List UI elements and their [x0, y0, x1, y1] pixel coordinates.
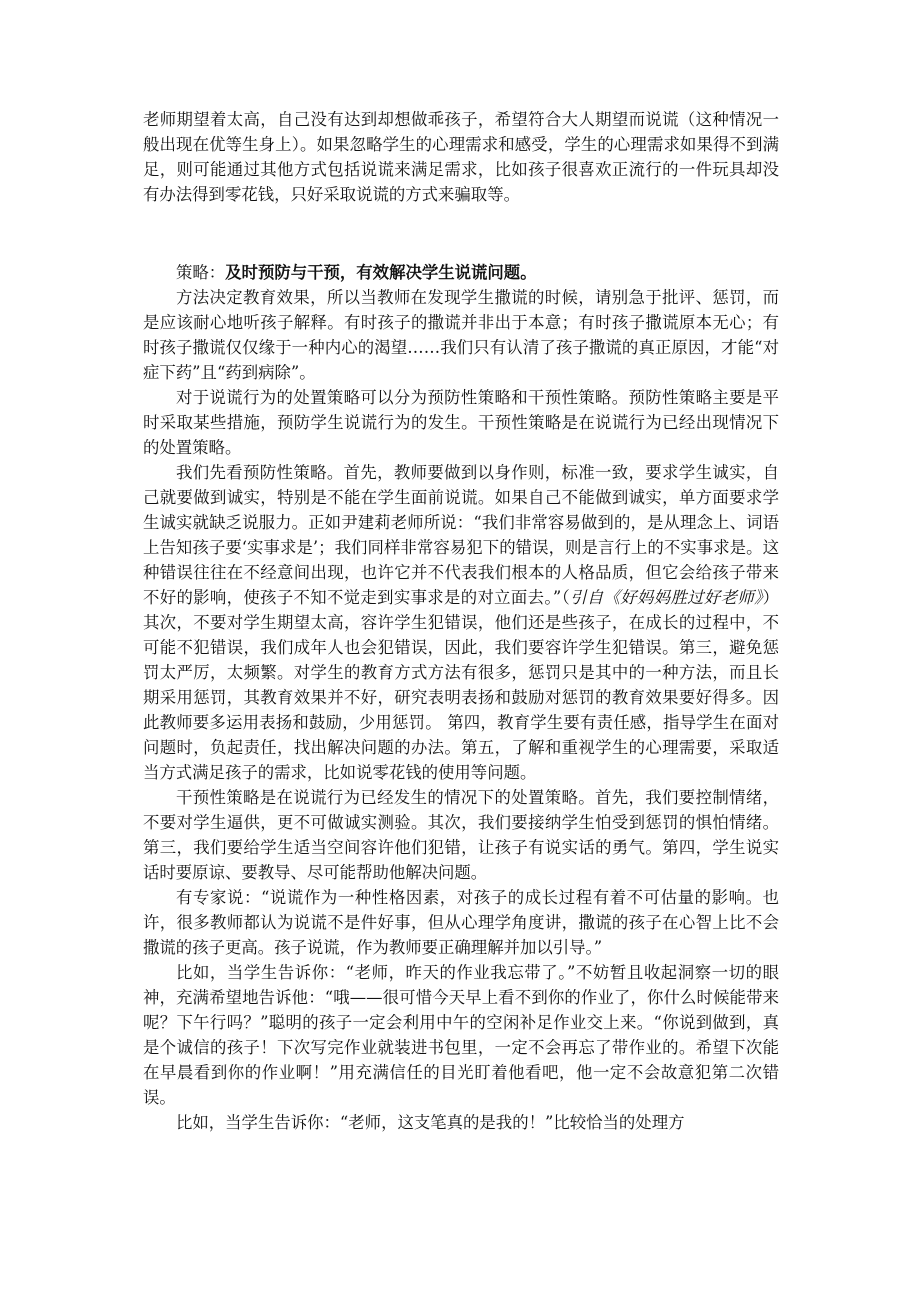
paragraph-strategy-types: 对于说谎行为的处置策略可以分为预防性策略和干预性策略。预防性策略主要是平时采取某些措施，预防学生说谎行为的发生。干预性策略是在说谎行为已经出现情况下的处置策略。 — [143, 388, 779, 457]
strategy-title: 及时预防与干预，有效解决学生说谎问题。 — [225, 263, 537, 282]
intro-paragraph: 老师期望着太高，自己没有达到却想做乖孩子，希望符合大人期望而说谎（这种情况一般出现在优等生身上）。如果忽略学生的心理需求和感受，学生的心理需求如果得不到满足，则可能通过其他方式包括说谎来满足需求，比如孩子很喜欢正流行的一件玩具却没有办法得到零花钱，只好采取说谎的方式来骗取等。 — [143, 110, 779, 204]
section-gap — [143, 207, 779, 260]
preventive-text-end: ）其次，不要对学生期望太高，容许学生犯错误，他们还是些孩子，在成长的过程中，不可能不犯错误，我们成年人也会犯错误，因此，我们要容许学生犯错误。第三，避免惩罚太严厉，太频繁。对学生的教育方式方法有很多，惩罚只是其中的一种方法，而且长期采用惩罚，其教育效果并不好，研究表明表扬和鼓励对惩罚的教育效果要好得多。因此教师要多运用表扬和鼓励，少用惩罚。 第四，教育学生要有责任感，指导学生在面对问题时，负起责任，找出解决问题的办法。第五，了解和重视学生的心理需要，采取适当方式满足孩子的需求，比如说零花钱的使用等问题。 — [143, 588, 779, 782]
document-page — [143, 107, 779, 1135]
paragraph-preventive — [143, 460, 779, 785]
paragraph-example-pen: 比如，当学生告诉你：“老师，这支笔真的是我的！”比较恰当的处理方 — [176, 1113, 685, 1132]
book-citation: 引自《好妈妈胜过好老师》 — [570, 588, 763, 607]
paragraph-example-homework: 比如，当学生告诉你：“老师，昨天的作业我忘带了。”不妨暂且收起洞察一切的眼神，充满希望地告诉他：“哦——很可惜今天早上看不到你的作业了，你什么时候能带来呢？下午行吗？”聪明的孩子一定会利用中午的空闲补足作业交上来。“你说到做到，真是个诚信的孩子！下次写完作业就装进书包里，一定不会再忘了带作业的。希望下次能在早晨看到你的作业啊！”用充满信任的目光盯着他看吧，他一定不会故意犯第二次错误。 — [143, 963, 779, 1107]
strategy-label: 策略： — [176, 263, 226, 282]
strategy-heading — [143, 260, 779, 285]
paragraph-intervention: 干预性策略是在说谎行为已经发生的情况下的处置策略。首先，我们要控制情绪，不要对学生逼供，更不可做诚实测验。其次，我们要接纳学生怕受到惩罚的惧怕情绪。第三，我们要给学生适当空间容许他们犯错，让孩子有说实话的勇气。第四，学生说实话时要原谅、要教导、尽可能帮助他解决问题。 — [143, 788, 779, 882]
paragraph-method: 方法决定教育效果，所以当教师在发现学生撒谎的时候，请别急于批评、惩罚，而是应该耐心地听孩子解释。有时孩子的撒谎并非出于本意；有时孩子撒谎原本无心；有时孩子撒谎仅仅缘于一种内心的渴望……我们只有认清了孩子撒谎的真正原因，才能“对症下药”且“药到病除”。 — [143, 288, 779, 382]
paragraph-expert-quote: 有专家说：“说谎作为一种性格因素，对孩子的成长过程有着不可估量的影响。也许，很多教师都认为说谎不是件好事，但从心理学角度讲，撒谎的孩子在心智上比不会撒谎的孩子更高。孩子说谎，作为教师要正确理解并加以引导。” — [143, 888, 779, 957]
preventive-text-start: 我们先看预防性策略。首先，教师要做到以身作则，标准一致，要求学生诚实，自己就要做到诚实，特别是不能在学生面前说谎。如果自己不能做到诚实，单方面要求学生诚实就缺乏说服力。正如尹建莉老师所说：“我们非常容易做到的，是从理念上、词语上告知孩子要‘实事求是’；我们同样非常容易犯下的错误，则是言行上的不实事求是。这种错误往往在不经意间出现，也许它并不代表我们根本的人格品质，但它会给孩子带来不好的影响，使孩子不知不觉走到实事求是的对立面去。”（ — [143, 463, 779, 607]
